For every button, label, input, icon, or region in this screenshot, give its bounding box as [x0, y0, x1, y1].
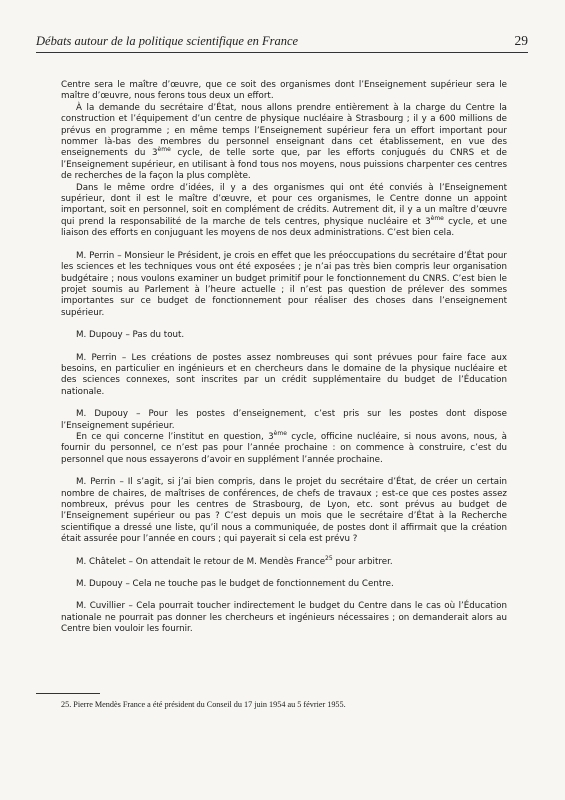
paragraph-3-text-a: Dans le même ordre d’idées, il y a des organismes qui ont été conviés à l’Enseignement supérieur, dont il est le maître d’œuvre, et pour ces organismes, le Centre donne un appoint important, soit en personnel, soit en complément de crédits. Autrement dit, il y a un maître d’œuvre qui prend la responsabilité de la marche de tels centres, physique nucléaire et 3	[61, 182, 507, 227]
paragraph-3-text-b: cycle, et une liaison des efforts en conjuguant les moyens de nos deux administrations. C’est bien cela.	[61, 216, 507, 239]
running-title: Débats autour de la politique scientifique en France	[36, 34, 299, 48]
paragraph-dupouy-3: M. Dupouy – Cela ne touche pas le budget de fonctionnement du Centre.	[76, 579, 394, 590]
paragraph-2-text-b: cycle, de telle sorte que, par les efforts conjugués du CNRS et de l’Enseignement supérieur, en utilisant à fond tous nos moyens, nous puissions charpenter ces centres de recherches de la façon la plus complète.	[61, 148, 508, 182]
page-number: 29	[514, 33, 528, 48]
paragraph-institut-text-b: cycle, officine nucléaire, si nous avons, nous, à fournir du personnel, ce n’est pas pour l’année prochaine : on commence à construire, c’est du personnel que nous essayerons d’avoir en supplément l’année prochaine.	[61, 431, 507, 465]
body-text	[61, 80, 507, 636]
running-header	[36, 32, 528, 53]
paragraph-chatelet	[61, 554, 507, 568]
paragraph-cuvillier: M. Cuvillier – Cela pourrait toucher indirectement le budget du Centre dans le cas où l’Éducation nationale ne pourrait pas donner les chercheurs et ingénieurs nécessaires ; on demanderait alors au Centre bien vouloir les fournir.	[61, 601, 507, 635]
paragraph-2-text-a: À la demande du secrétaire d’État, nous allons prendre entièrement à la charge du Centre la construction et l’équipement d’un centre de physique nucléaire à Strasbourg ; il y a 600 millions de prévus en programme ; en même temps l’Enseignement supérieur fera un effort important pour nommer là-bas des membres du personnel enseignant dans cet établissement, en vue des enseignements du 3	[61, 102, 507, 159]
paragraph-institut	[61, 432, 507, 466]
paragraph-dupouy-1: M. Dupouy – Pas du tout.	[76, 330, 185, 341]
paragraph-perrin-2: M. Perrin – Les créations de postes assez nombreuses qui sont prévues pour faire face aux besoins, en particulier en ingénieurs et en chercheurs dans le domaine de la physique nucléaire et des sciences connexes, sont inscrites par un crédit supplémentaire du budget de l’Éducation nationale.	[61, 352, 507, 397]
paragraph-1: Centre sera le maître d’œuvre, que ce soit des organismes dont l’Enseignement supérieur sera le maître d’œuvre, nous ferons tous deux un effort.	[61, 80, 507, 102]
footnote-divider	[36, 693, 100, 694]
paragraph-2	[61, 103, 507, 183]
paragraph-3	[61, 183, 507, 240]
paragraph-institut-superscript: ème	[273, 430, 287, 438]
paragraph-perrin-1: M. Perrin – Monsieur le Président, je crois en effet que les préoccupations du secrétaire d’État pour les sciences et les techniques vous ont été exposées ; je n’ai pas très bien compris leur organisation budgétaire ; nous voulons examiner un budget primitif pour le fonctionnement du CNRS. C’est bien le projet soumis au Parlement à l’heure actuelle ; il n’est pas question de prélever des sommes importantes sur ce budget de fonctionnement pour réaliser des choses dans l’enseignement supérieur.	[61, 250, 507, 318]
paragraph-dupouy-2: M. Dupouy – Pour les postes d’enseignement, c’est pris sur les postes dont dispose l’Enseignement supérieur.	[61, 409, 507, 431]
paragraph-3-superscript: ème	[430, 214, 444, 222]
paragraph-perrin-3: M. Perrin – Il s’agit, si j’ai bien compris, dans le projet du secrétaire d’État, de créer un certain nombre de chaires, de maîtrises de conférences, de chefs de travaux ; est-ce que ces postes assez nombreux, prévus pour les centres de Strasbourg, de Lyon, etc. sont prévus au budget de l’Enseignement supérieur ou pas ? C’est depuis un mois que le secrétaire d’État à la Recherche scientifique a dressé une liste, qu’il nous a communiquée, de postes dont il affirmait que la création était assurée pour l’année en cours ; qui payerait si cela est prévu ?	[61, 477, 507, 545]
paragraph-chatelet-text-b: pour arbitrer.	[332, 556, 393, 567]
paragraph-institut-text-a: En ce qui concerne l’institut en question, 3	[76, 431, 274, 442]
footnote: 25. Pierre Mendès France a été président du Conseil du 17 juin 1954 au 5 février 1955.	[61, 700, 346, 709]
paragraph-2-superscript: ème	[157, 146, 171, 154]
footnote-reference: 25	[325, 554, 333, 562]
paragraph-chatelet-text-a: M. Châtelet – On attendait le retour de M. Mendès France	[76, 556, 326, 567]
